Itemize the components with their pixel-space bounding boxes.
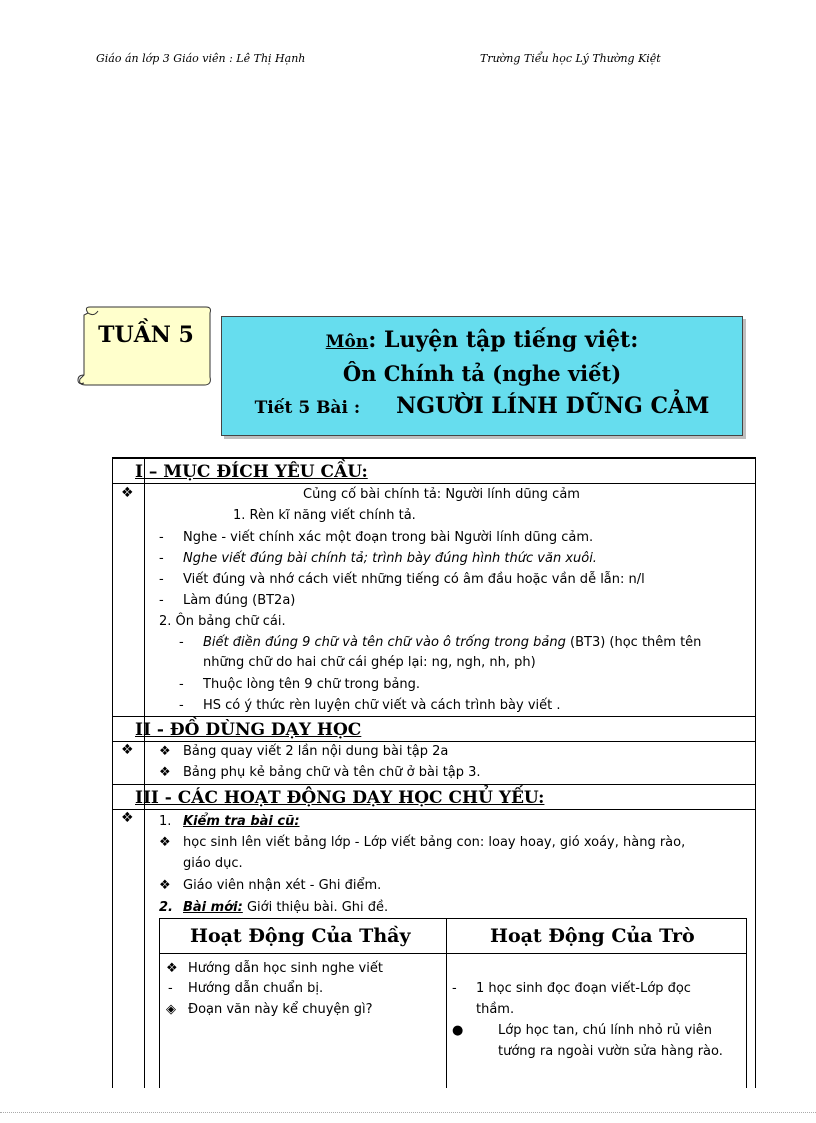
dash-icon: - [159, 551, 164, 566]
sub-bullet-1 [203, 635, 701, 650]
student-header: Hoạt Động Của Trò [490, 925, 695, 947]
subject-text: : Luyện tập tiếng việt: [368, 327, 639, 353]
section-1-header [113, 458, 755, 484]
student-activity-2-cont: tướng ra ngoài vườn sửa hàng rào. [498, 1044, 723, 1059]
step-2-number: 2. [159, 900, 173, 915]
column-divider [144, 458, 145, 1088]
bullet-4: Làm đúng (BT2a) [183, 593, 296, 608]
teacher-activity-3: Đoạn văn này kể chuyện gì? [188, 1002, 373, 1017]
bullet-1: Nghe - viết chính xác một đoạn trong bài Người lính dũng cảm. [183, 530, 594, 545]
intro-text: Củng cố bài chính tả: Người lính dũng cảm [303, 487, 580, 502]
material-1: Bảng quay viết 2 lần nội dung bài tập 2a [183, 744, 449, 759]
dash-icon: - [452, 981, 457, 996]
review-task: học sinh lên viết bảng lớp - Lớp viết bảng con: loay hoay, gió xoáy, hàng rào, [183, 835, 686, 850]
diamond-bullet-icon: ❖ [166, 961, 178, 976]
teacher-activity-2: Hướng dẫn chuẩn bị. [188, 981, 324, 996]
step-2-rest: Giới thiệu bài. Ghi đề. [246, 900, 389, 915]
diamond-bullet-icon: ❖ [121, 742, 134, 758]
bullet-dot-icon: ● [452, 1023, 464, 1038]
section-1-title: I – MỤC ĐÍCH YÊU CẦU: [135, 462, 368, 482]
bullet-2: Nghe viết đúng bài chính tả; trình bày đúng hình thức văn xuôi. [183, 551, 597, 566]
step-2-title: Bài mới: [183, 900, 243, 915]
section-2-title: II - ĐỒ DÙNG DẠY HỌC [135, 720, 362, 740]
subject-line [222, 327, 742, 353]
dash-icon: - [159, 530, 164, 545]
review-line: Ôn Chính tả (nghe viết) [342, 361, 622, 386]
header-right: Trường Tiểu học Lý Thường Kiệt [480, 52, 661, 65]
section-3-title: III - CÁC HOẠT ĐỘNG DẠY HỌC CHỦ YẾU: [135, 788, 545, 808]
diamond-bullet-icon: ❖ [121, 485, 134, 501]
dash-icon: - [159, 572, 164, 587]
bullet-3: Viết đúng và nhớ cách viết những tiếng có âm đầu hoặc vần dễ lẫn: n/l [183, 572, 645, 587]
lesson-line [222, 393, 742, 419]
student-activity-2: Lớp học tan, chú lính nhỏ rủ viên [498, 1023, 713, 1038]
material-2: Bảng phụ kẻ bảng chữ và tên chữ ở bài tập 3. [183, 765, 481, 780]
lesson-plan-table [112, 457, 756, 1088]
header-left: Giáo án lớp 3 Giáo viên : Lê Thị Hạnh [96, 52, 306, 65]
activities-header-row [160, 919, 746, 954]
item-1: 1. Rèn kĩ năng viết chính tả. [233, 508, 416, 523]
teacher-header: Hoạt Động Của Thầy [190, 925, 411, 947]
dash-icon: - [179, 698, 184, 713]
sub-bullet-1-cont: những chữ do hai chữ cái ghép lại: ng, ngh, nh, ph) [203, 655, 536, 670]
review-task-cont: giáo dục. [183, 856, 243, 871]
step-2-line [183, 900, 388, 915]
diamond-bullet-icon: ❖ [159, 835, 171, 850]
student-activity-1-cont: thầm. [476, 1002, 515, 1017]
section-2-header [113, 716, 755, 742]
hollow-diamond-icon: ◈ [166, 1002, 176, 1017]
activities-table [159, 918, 747, 1088]
dash-icon: - [179, 677, 184, 692]
diamond-bullet-icon: ❖ [121, 810, 134, 826]
dash-icon: - [159, 593, 164, 608]
week-label: TUẦN 5 [98, 322, 194, 348]
section-3-header [113, 784, 755, 810]
student-activity-1: 1 học sinh đọc đoạn viết-Lớp đọc [476, 981, 691, 996]
page-bottom-rule [0, 1112, 816, 1113]
dash-icon: - [168, 981, 173, 996]
item-2: 2. Ôn bảng chữ cái. [159, 614, 286, 629]
diamond-bullet-icon: ❖ [159, 878, 171, 893]
teacher-grading: Giáo viên nhận xét - Ghi điểm. [183, 878, 382, 893]
lesson-title-box [221, 316, 743, 436]
step-1-title: Kiểm tra bài cũ: [183, 814, 300, 829]
sub-bullet-2: Thuộc lòng tên 9 chữ trong bảng. [203, 677, 421, 692]
diamond-bullet-icon: ❖ [159, 744, 171, 759]
mon-label: Môn [325, 332, 369, 352]
dash-icon: - [179, 635, 184, 650]
sub-bullet-3: HS có ý thức rèn luyện chữ viết và cách trình bày viết . [203, 698, 561, 713]
teacher-activity-1: Hướng dẫn học sinh nghe viết [188, 961, 383, 976]
lesson-name: NGƯỜI LÍNH DŨNG CẢM [396, 393, 710, 419]
sub-bullet-1-rest: (BT3) (học thêm tên [565, 635, 702, 650]
sub-bullet-1-italic: Biết điền đúng 9 chữ và tên chữ vào ô trống trong bảng [203, 635, 566, 650]
activities-divider [446, 919, 447, 1088]
lesson-number: Tiết 5 Bài : [254, 398, 361, 418]
step-1-number: 1. [159, 814, 172, 829]
diamond-bullet-icon: ❖ [159, 765, 171, 780]
